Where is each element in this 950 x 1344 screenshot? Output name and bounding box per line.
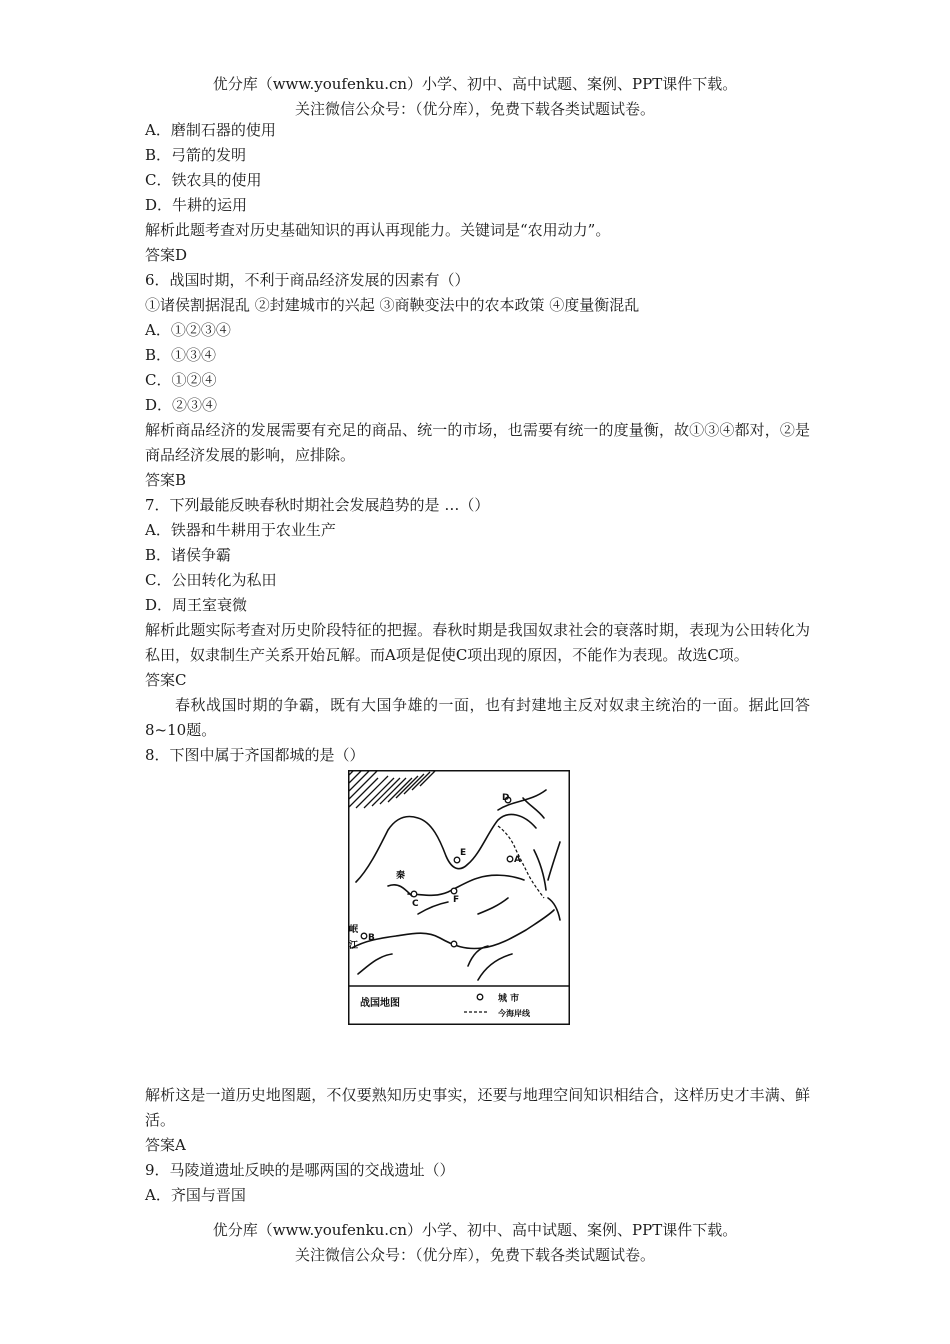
q7-option-d: D．周王室衰微 — [145, 596, 248, 614]
q6-option-b: B．①③④ — [145, 346, 217, 364]
q8-analysis: 解析这是一道历史地图题，不仅要熟知历史事实，还要与地理空间知识相结合，这样历史才丰满、鲜活。 — [145, 1086, 810, 1129]
q9-stem: 9．马陵道遗址反映的是哪两国的交战遗址（） — [145, 1161, 455, 1179]
q7-option-a: A．铁器和牛耕用于农业生产 — [145, 521, 336, 539]
q6-option-a: A．①②③④ — [145, 321, 231, 339]
document-body — [145, 118, 810, 1208]
map-label-d: D — [502, 793, 510, 803]
page-header — [0, 72, 950, 122]
q8-answer: 答案A — [145, 1136, 186, 1154]
q5-option-c: C．铁农具的使用 — [145, 171, 262, 189]
city-b-marker — [361, 933, 367, 939]
q9-option-a: A．齐国与晋国 — [145, 1186, 246, 1204]
city-unlabeled-marker — [451, 941, 457, 947]
city-c-marker — [411, 891, 417, 897]
map-title: 战国地图 — [360, 998, 400, 1009]
map-label-jiang: 江 — [349, 941, 359, 951]
q7-stem: 7．下列最能反映春秋时期社会发展趋势的是 …（） — [145, 496, 490, 514]
q5-option-b: B．弓箭的发明 — [145, 146, 247, 164]
city-e-marker — [454, 857, 460, 863]
q6-items: ①诸侯割据混乱 ②封建城市的兴起 ③商鞅变法中的农本政策 ④度量衡混乱 — [145, 296, 640, 314]
map-label-qin: 秦 — [396, 871, 406, 881]
map-label-c: C — [412, 899, 419, 909]
q6-option-c: C．①②④ — [145, 371, 217, 389]
q7-option-b: B．诸侯争霸 — [145, 546, 232, 564]
map-label-b: B — [368, 933, 375, 943]
q6-answer: 答案B — [145, 471, 187, 489]
q5-answer: 答案D — [145, 246, 188, 264]
footer-line-1: 优分库（www.youfenku.cn）小学、初中、高中试题、案例、PPT课件下载。 — [212, 1221, 738, 1239]
q7-option-c: C．公田转化为私田 — [145, 571, 277, 589]
map-figure — [145, 768, 810, 1083]
q6-option-d: D．②③④ — [145, 396, 218, 414]
map-label-e: E — [460, 848, 467, 858]
legend-city-marker — [477, 994, 483, 1000]
q5-option-d: D．牛耕的运用 — [145, 196, 248, 214]
q8-10-intro: 春秋战国时期的争霸，既有大国争雄的一面，也有封建地主反对奴隶主统治的一面。据此回答8~10题。 — [145, 696, 810, 739]
legend-coast-label: 今海岸线 — [498, 1009, 530, 1018]
city-f-marker — [451, 888, 457, 894]
city-a-marker — [507, 856, 513, 862]
map-label-min: 岷 — [349, 925, 359, 935]
header-line-1: 优分库（www.youfenku.cn）小学、初中、高中试题、案例、PPT课件下载。 — [212, 75, 738, 93]
page-footer — [0, 1218, 950, 1268]
warring-states-map — [348, 770, 570, 1025]
header-line-2: 关注微信公众号：（优分库），免费下载各类试题试卷。 — [294, 100, 655, 118]
map-label-f: F — [453, 895, 460, 905]
q5-analysis: 解析此题考查对历史基础知识的再认再现能力。关键词是“农用动力”。 — [145, 221, 611, 239]
map-label-a: A — [514, 855, 521, 865]
q7-analysis: 解析此题实际考查对历史阶段特征的把握。春秋时期是我国奴隶社会的衰落时期，表现为公田转化为私田，奴隶制生产关系开始瓦解。而A项是促使C项出现的原因，不能作为表现。故选C项。 — [145, 621, 810, 664]
q6-analysis: 解析商品经济的发展需要有充足的商品、统一的市场，也需要有统一的度量衡，故①③④都对，②是商品经济发展的影响，应排除。 — [145, 421, 810, 464]
q7-answer: 答案C — [145, 671, 187, 689]
q8-stem: 8．下图中属于齐国都城的是（） — [145, 746, 365, 764]
footer-line-2: 关注微信公众号：（优分库），免费下载各类试题试卷。 — [294, 1246, 655, 1264]
legend-city-label: 城 市 — [498, 994, 520, 1004]
q6-stem: 6．战国时期，不利于商品经济发展的因素有（） — [145, 271, 470, 289]
q5-option-a: A．磨制石器的使用 — [145, 121, 276, 139]
